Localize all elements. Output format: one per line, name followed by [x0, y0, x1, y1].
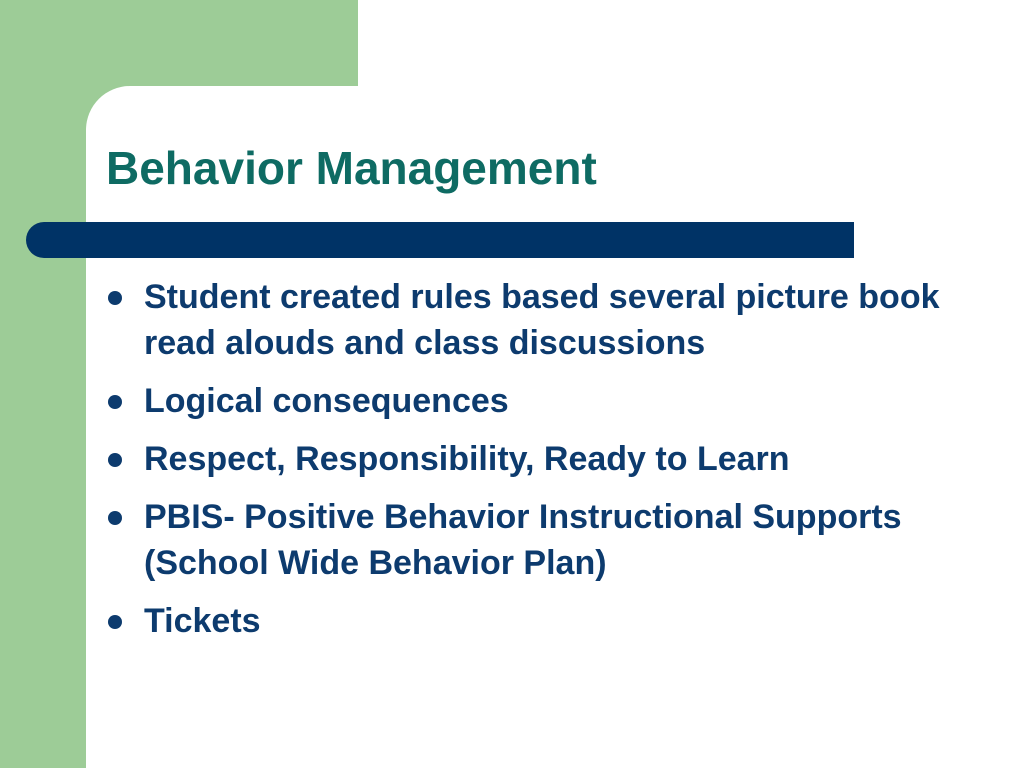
bullet-item: [106, 274, 966, 366]
bullet-item: [106, 598, 966, 644]
bullet-item: [106, 378, 966, 424]
bullet-text: Respect, Responsibility, Ready to Learn: [144, 440, 790, 478]
bullet-dot-icon: [108, 453, 122, 467]
bullet-dot-icon: [108, 615, 122, 629]
bullet-item: [106, 494, 966, 586]
bullet-dot-icon: [108, 291, 122, 305]
background-top-right: [358, 0, 1024, 90]
bullet-dot-icon: [108, 395, 122, 409]
bullet-text: Student created rules based several picture book read alouds and class discussions: [144, 278, 940, 362]
bullet-list: [106, 274, 966, 656]
title-underline-bar: [26, 222, 854, 258]
bullet-dot-icon: [108, 511, 122, 525]
bullet-text: Tickets: [144, 602, 261, 640]
bullet-item: [106, 436, 966, 482]
bullet-text: Logical consequences: [144, 382, 509, 420]
bullet-text: PBIS- Positive Behavior Instructional Supports (School Wide Behavior Plan): [144, 498, 902, 582]
slide-title: Behavior Management: [106, 142, 597, 194]
